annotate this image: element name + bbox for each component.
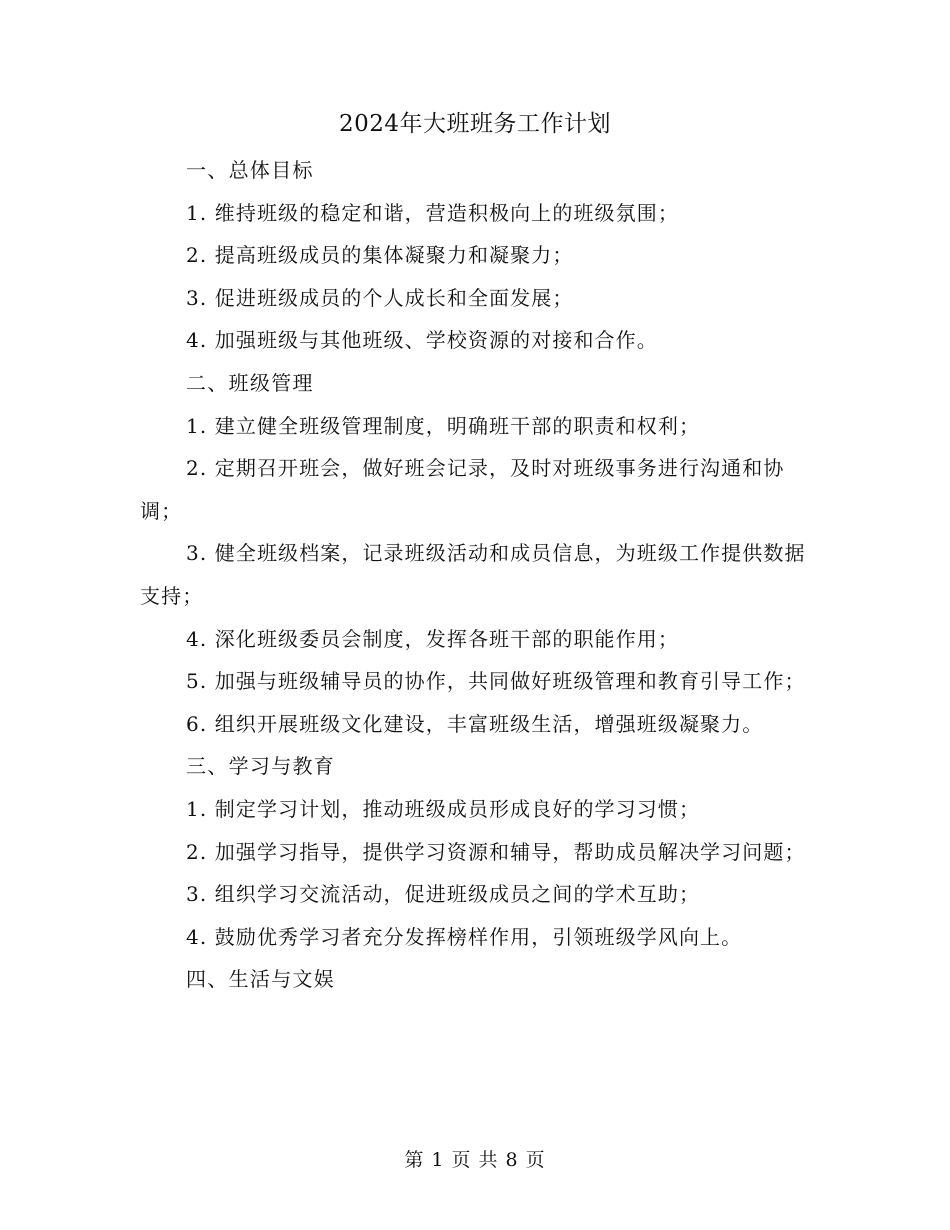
list-item: 6. 组织开展班级文化建设，丰富班级生活，增强班级凝聚力。 (186, 711, 764, 736)
section-heading: 一、总体目标 (186, 158, 314, 182)
section-heading: 二、班级管理 (186, 370, 314, 395)
list-item: 1. 维持班级的稳定和谐，营造积极向上的班级氛围； (186, 200, 679, 225)
list-item: 4. 加强班级与其他班级、学校资源的对接和合作。 (186, 328, 658, 353)
list-item: 1. 制定学习计划，推动班级成员形成良好的学习习惯； (186, 796, 701, 821)
list-item: 3. 健全班级档案，记录班级活动和成员信息，为班级工作提供数据支持； (140, 541, 806, 608)
section-heading: 四、生活与文娱 (186, 967, 336, 992)
list-item: 4. 深化班级委员会制度，发挥各班干部的职能作用； (186, 626, 679, 651)
list-item: 2. 加强学习指导，提供学习资源和辅导，帮助成员解决学习问题； (186, 839, 806, 864)
list-item: 1. 建立健全班级管理制度，明确班干部的职责和权利； (186, 413, 701, 438)
document-body (140, 149, 810, 1001)
document-title: 2024年大班班务工作计划 (338, 111, 612, 137)
section-heading: 三、学习与教育 (186, 754, 336, 779)
list-item: 4. 鼓励优秀学习者充分发挥榜样作用，引领班级学风向上。 (186, 924, 743, 949)
page-footer: 第 1 页 共 8 页 (404, 1149, 546, 1171)
list-item: 3. 促进班级成员的个人成长和全面发展； (186, 285, 574, 310)
list-item: 5. 加强与班级辅导员的协作，共同做好班级管理和教育引导工作； (186, 669, 806, 694)
list-item: 2. 定期召开班会，做好班会记录，及时对班级事务进行沟通和协调； (140, 456, 785, 523)
list-item: 2. 提高班级成员的集体凝聚力和凝聚力； (186, 243, 574, 268)
list-item: 3. 组织学习交流活动，促进班级成员之间的学术互助； (186, 882, 701, 907)
